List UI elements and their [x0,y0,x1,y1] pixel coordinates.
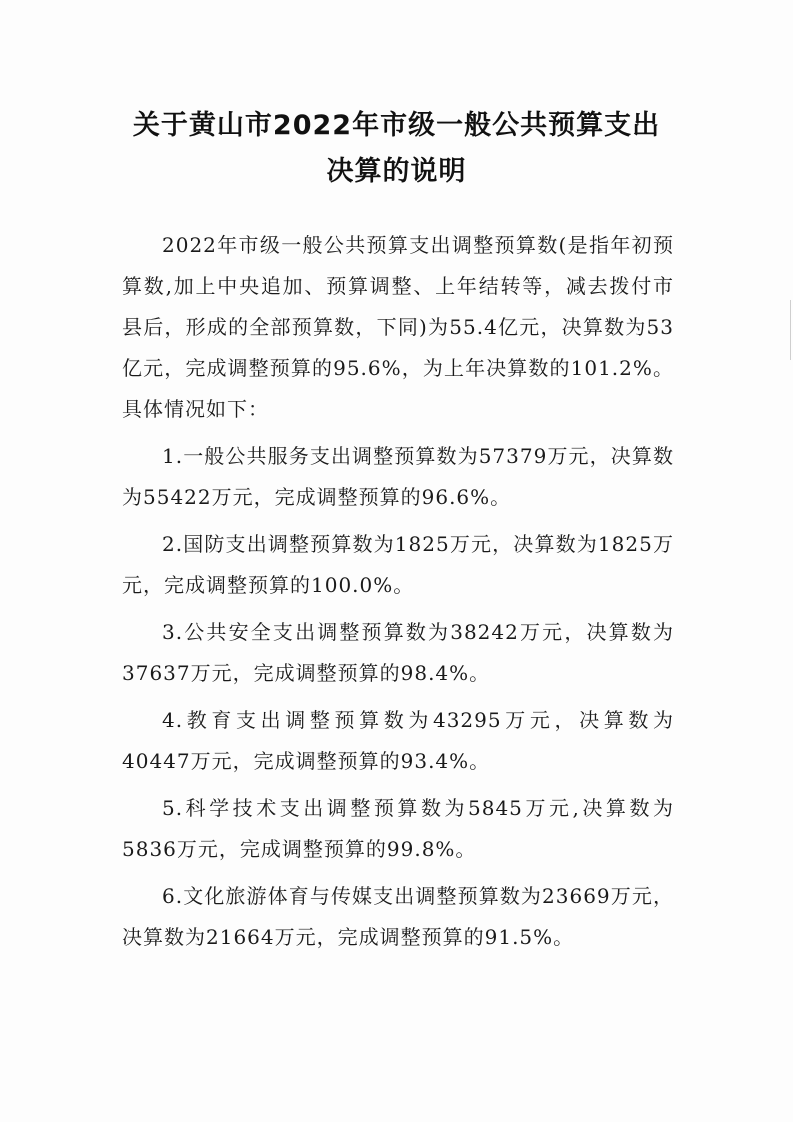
document-body [122,225,674,958]
intro-paragraph: 2022年市级一般公共预算支出调整预算数(是指年初预算数,加上中央追加、预算调整、上年结转等，减去拨付市县后，形成的全部预算数，下同)为55.4亿元，决算数为53亿元，完成调整预算的95.6%，为上年决算数的101.2%。具体情况如下： [122,233,674,421]
item-education: 4.教育支出调整预算数为43295万元，决算数为40447万元，完成调整预算的93.4%。 [122,708,674,773]
item-science-technology: 5.科学技术支出调整预算数为5845万元,决算数为5836万元，完成调整预算的99.8%。 [122,796,674,861]
title-line-1: 关于黄山市2022年市级一般公共预算支出 [132,110,661,142]
item-public-security: 3.公共安全支出调整预算数为38242万元，决算数为37637万元，完成调整预算的98.4%。 [122,620,674,685]
title-line-2: 决算的说明 [326,156,467,188]
document-title [60,103,733,195]
item-national-defense: 2.国防支出调整预算数为1825万元，决算数为1825万元，完成调整预算的100.0%。 [122,532,674,597]
item-general-public-services: 1.一般公共服务支出调整预算数为57379万元，决算数为55422万元，完成调整预算的96.6%。 [122,444,674,509]
scan-edge-mark [790,300,791,360]
item-culture-tourism-sports-media: 6.文化旅游体育与传媒支出调整预算数为23669万元，决算数为21664万元，完成调整预算的91.5%。 [122,884,674,949]
